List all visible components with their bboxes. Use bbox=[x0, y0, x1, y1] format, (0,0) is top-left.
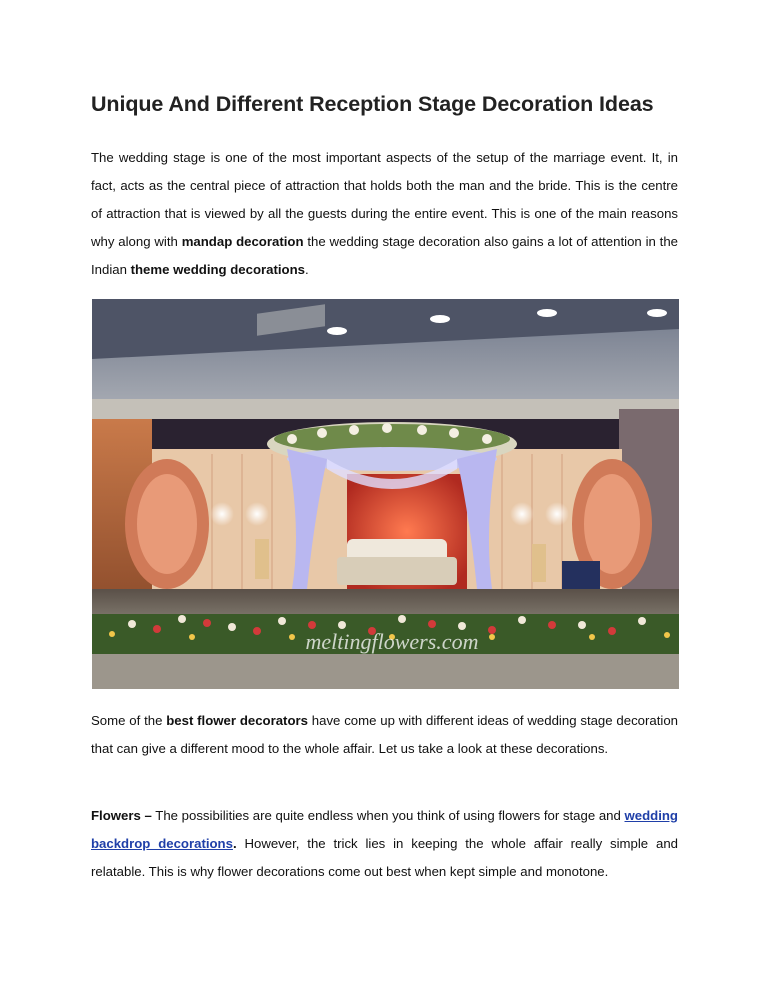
para3-text-1: The possibilities are quite endless when you think of using flowers for stage and bbox=[151, 808, 625, 823]
para3-period: . bbox=[232, 836, 237, 851]
best-flower-decorators-keyword: best flower decorators bbox=[166, 713, 308, 728]
page-title: Unique And Different Reception Stage Decoration Ideas bbox=[91, 92, 654, 116]
flowers-paragraph bbox=[91, 802, 678, 886]
stage-decoration-photo bbox=[92, 299, 679, 689]
para3-text-2: However, the trick lies in keeping the whole affair really simple and relatable. This is why flower decorations come out best when kept simple and monotone. bbox=[91, 836, 678, 879]
intro-text-3: . bbox=[305, 262, 309, 277]
intro-paragraph bbox=[91, 144, 678, 284]
para2-text-1: Some of the bbox=[91, 713, 167, 728]
wedding-backdrop-link[interactable]: wedding backdrop decorations bbox=[91, 808, 678, 851]
theme-wedding-keyword: theme wedding decorations bbox=[130, 262, 306, 277]
decorators-paragraph bbox=[91, 707, 678, 763]
intro-text-1: The wedding stage is one of the most important aspects of the setup of the marriage event. It, in fact, acts as the central piece of attraction that holds both the man and the bride. This is the centre of attraction that is viewed by all the guests during the entire event. This is one of the main reasons why along with bbox=[91, 150, 678, 249]
flowers-heading: Flowers – bbox=[91, 808, 152, 823]
para2-text-2: have come up with different ideas of wedding stage decoration that can give a different mood to the whole affair. Let us take a look at these decorations. bbox=[91, 713, 679, 756]
mandap-decoration-keyword: mandap decoration bbox=[181, 234, 304, 249]
image-watermark: meltingflowers.com bbox=[305, 629, 479, 654]
intro-text-2: the wedding stage decoration also gains a lot of attention in the Indian bbox=[91, 234, 678, 277]
